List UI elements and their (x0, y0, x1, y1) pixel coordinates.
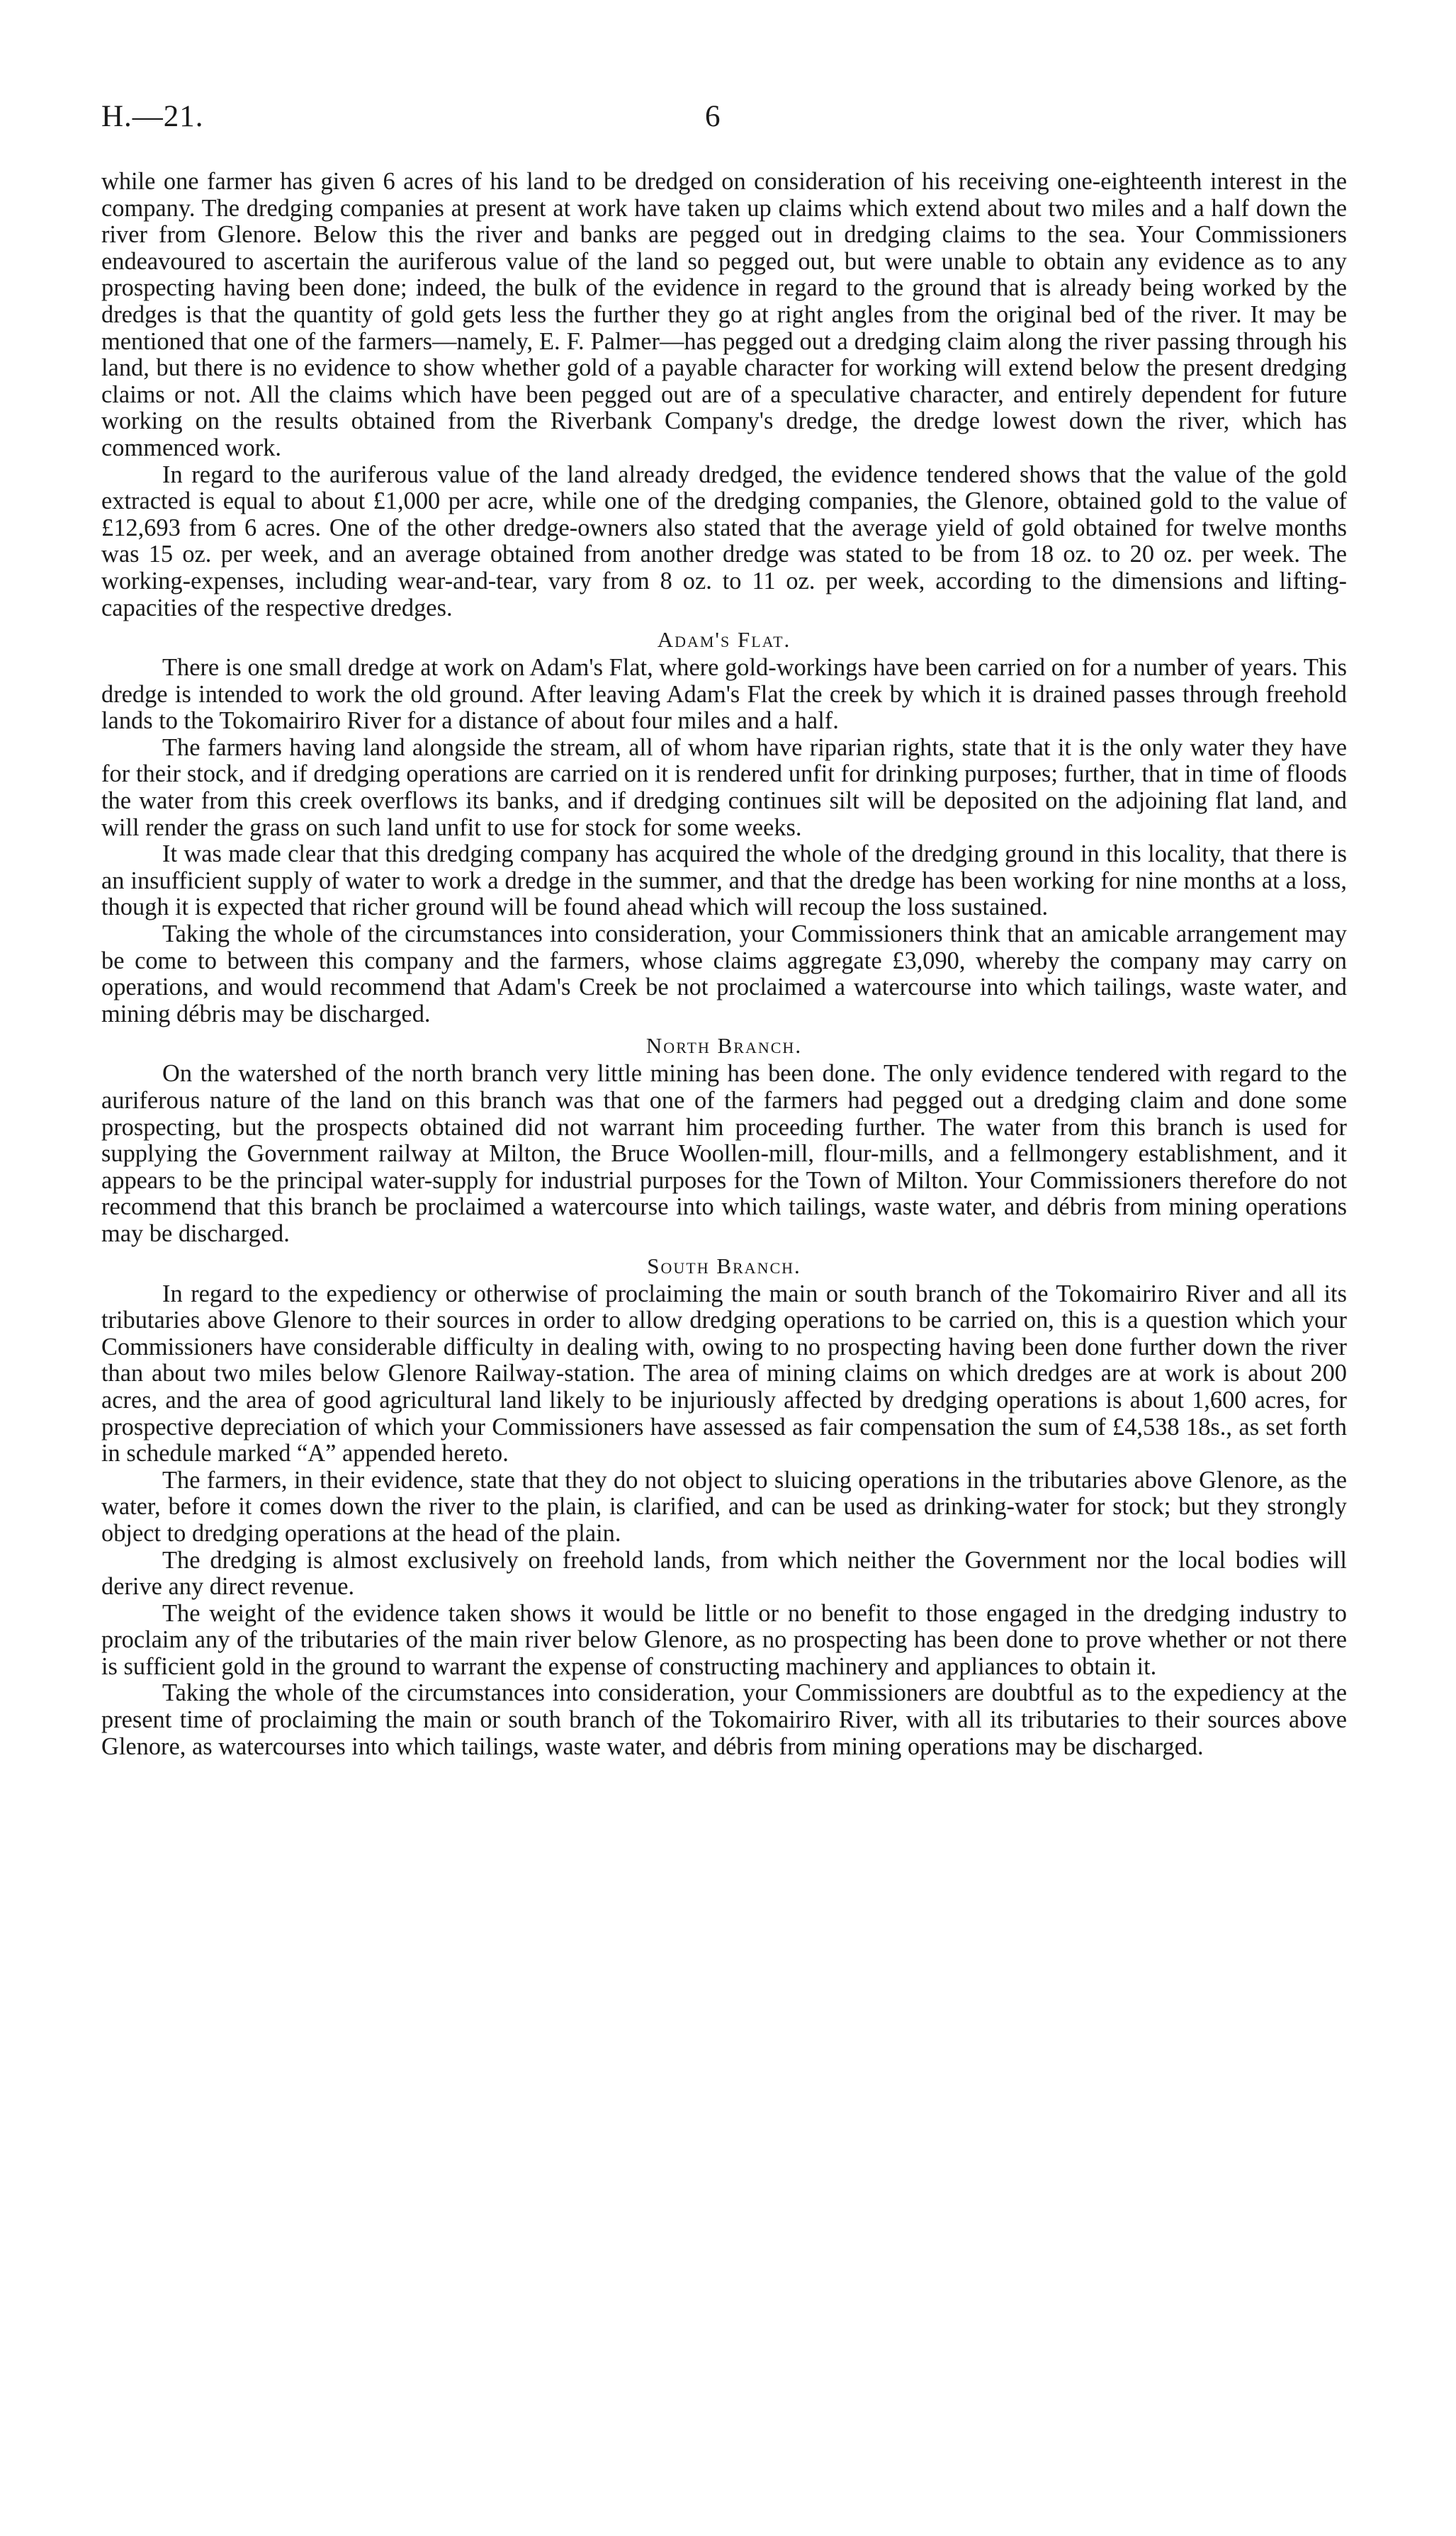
paragraph: It was made clear that this dredging company has acquired the whole of the dredging ground in this locality, that there is an insufficient supply of water to work a dredge in the summer, and that the dredge has been working for nine months at a loss, though it is expected that richer ground will be found ahead which will recoup the loss sustained. (101, 840, 1347, 921)
document-reference: H.—21. (101, 100, 204, 133)
paragraph: Taking the whole of the circumstances into consideration, your Commissioners think that an amicable arrangement may be come to between this company and the farmers, whose claims aggregate £3,090, whereby the company may carry on operations, and would recommend that Adam's Creek be not proclaimed a watercourse into which tailings, waste water, and mining débris may be discharged. (101, 920, 1347, 1027)
paragraph: On the watershed of the north branch very little mining has been done. The only evidence tendered with regard to the auriferous nature of the land on this branch was that one of the farmers had pegged out a dredging claim and done some prospecting, but the prospects obtained did not warrant him proceeding further. The water from this branch is used for supplying the Government railway at Milton, the Bruce Woollen-mill, flour-mills, and a fellmongery establishment, and it appears to be the principal water-supply for industrial purposes for the Town of Milton. Your Commissioners therefore do not recommend that this branch be proclaimed a watercourse into which tailings, waste water, and débris from mining operations may be discharged. (101, 1060, 1347, 1247)
paragraph: The farmers, in their evidence, state that they do not object to sluicing operations in the tributaries above Glenore, as the water, before it comes down the river to the plain, is clarified, and can be used as drinking-water for stock; but they strongly object to dredging operations at the head of the plain. (101, 1466, 1347, 1547)
body-text (101, 169, 1347, 1760)
paragraph: In regard to the auriferous value of the land already dredged, the evidence tendered shows that the value of the gold extracted is equal to about £1,000 per acre, while one of the dredging companies, the Glenore, obtained gold to the value of £12,693 from 6 acres. One of the other dredge-owners also stated that the average yield of gold obtained for twelve months was 15 oz. per week, and an average obtained from another dredge was stated to be from 18 oz. to 20 oz. per week. The working-expenses, including wear-and-tear, vary from 8 oz. to 11 oz. per week, according to the dimensions and lifting-capacities of the respective dredges. (101, 461, 1347, 621)
page-header (101, 99, 1347, 142)
paragraph: The dredging is almost exclusively on freehold lands, from which neither the Government nor the local bodies will derive any direct revenue. (101, 1546, 1347, 1601)
paragraph: The weight of the evidence taken shows it would be little or no benefit to those engaged in the dredging industry to proclaim any of the tributaries of the main river below Glenore, as no prospecting has been done to prove whether or not there is sufficient gold in the ground to warrant the expense of constructing machinery and appliances to obtain it. (101, 1599, 1347, 1680)
paragraph: Taking the whole of the circumstances into consideration, your Commissioners are doubtful as to the expediency at the present time of proclaiming the main or south branch of the Tokomairiro River, with all its tributaries to their sources above Glenore, as watercourses into which tailings, waste water, and débris from mining operations may be discharged. (101, 1679, 1347, 1760)
paragraph: The farmers having land alongside the stream, all of whom have riparian rights, state that it is the only water they have for their stock, and if dredging operations are carried on it is rendered unfit for drinking purposes; further, that in time of floods the water from this creek overflows its banks, and if dredging continues silt will be deposited on the adjoining flat land, and will render the grass on such land unfit to use for stock for some weeks. (101, 733, 1347, 841)
page-number: 6 (705, 100, 721, 133)
section-heading-north-branch: North Branch. (645, 1033, 803, 1059)
paragraph: while one farmer has given 6 acres of his land to be dredged on consideration of his receiving one-eighteenth interest in the company. The dredging companies at present at work have taken up claims which extend about two miles and a half down the river from Glenore. Below this the river and banks are pegged out in dredging claims to the sea. Your Commissioners endeavoured to ascertain the auriferous value of the land so pegged out, but were unable to obtain any evidence as to any prospecting having been done; indeed, the bulk of the evidence in regard to the ground that is already being worked by the dredges is that the quantity of gold gets less the further they go at right angles from the original bed of the river. It may be mentioned that one of the farmers—namely, E. F. Palmer—has pegged out a dredging claim along the river passing through his land, but there is no evidence to show whether gold of a payable character for working will extend below the present dredging claims or not. All the claims which have been pegged out are of a speculative character, and entirely dependent for future working on the results obtained from the Riverbank Company's dredge, the dredge lowest down the river, which has commenced work. (101, 168, 1347, 461)
paragraph: There is one small dredge at work on Adam's Flat, where gold-workings have been carried on for a number of years. This dredge is intended to work the old ground. After leaving Adam's Flat the creek by which it is drained passes through freehold lands to the Tokomairiro River for a distance of about four miles and a half. (101, 654, 1347, 735)
section-heading-south-branch: South Branch. (647, 1253, 801, 1278)
section-heading-adams-flat: Adam's Flat. (657, 627, 791, 653)
paragraph: In regard to the expediency or otherwise of proclaiming the main or south branch of the Tokomairiro River and all its tributaries above Glenore to their sources in order to allow dredging operations to be carried on, this is a question which your Commissioners have considerable difficulty in dealing with, owing to no prospecting having been done further down the river than about two miles below Glenore Railway-station. The area of mining claims on which dredges are at work is about 200 acres, and the area of good agricultural land likely to be injuriously affected by dredging operations is about 1,600 acres, for prospective depreciation of which your Commissioners have assessed as fair compensation the sum of £4,538 18s., as set forth in schedule marked “A” appended hereto. (101, 1280, 1347, 1467)
